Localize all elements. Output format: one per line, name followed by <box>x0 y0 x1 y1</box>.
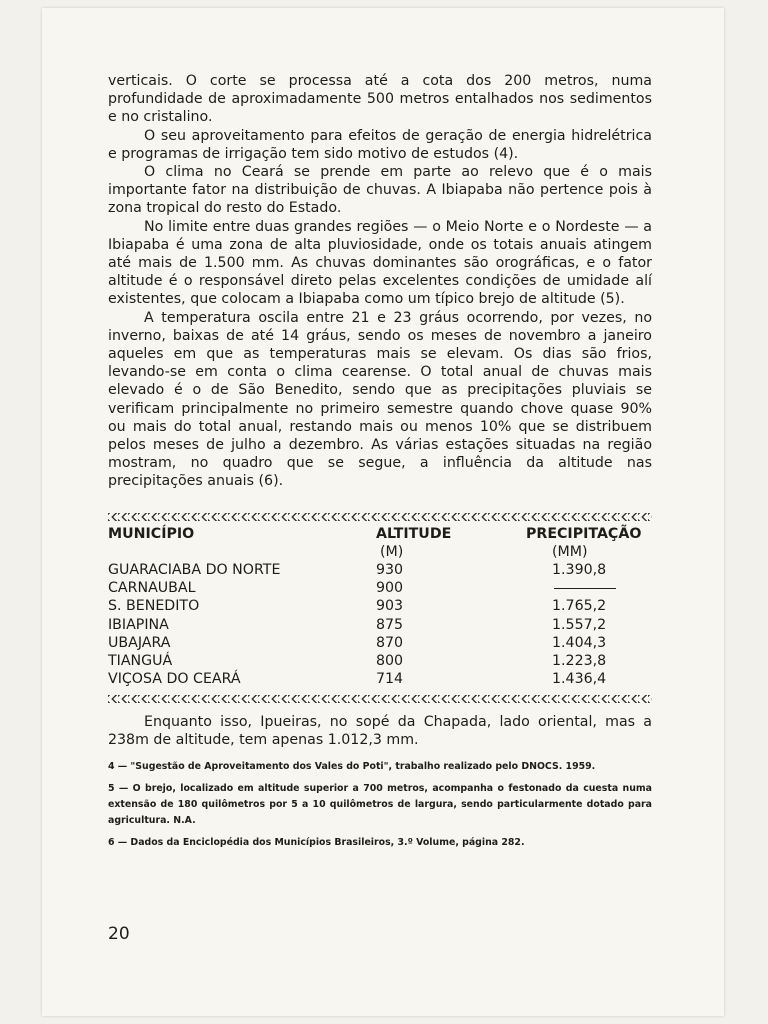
table-row <box>108 616 652 634</box>
paragraph: A temperatura oscila entre 21 e 23 gráus ocorrendo, por vezes, no inverno, baixas de até 14 gráus, sendo os meses de novembro a janeiro aqueles em que as temperaturas mais se elevam. Os dias são frios, levando-se em conta o clima cearense. O total anual de chuvas mais elevado é o de São Benedito, sendo que as precipitações pluviais se verificam principalmente no primeiro semestre quando chove quase 90% ou mais do total anual, restando mais ou menos 10% que se distribuem pelos meses de julho a dezembro. As várias estações situadas na região mostram, no quadro que se segue, a influência da altitude nas precipitações anuais (6). <box>108 309 652 490</box>
cell-precipitacao: 1.557,2 <box>552 616 607 633</box>
paragraph: O seu aproveitamento para efeitos de geração de energia hidrelétrica e programas de irrigação tem sido motivo de estudos (4). <box>108 127 652 162</box>
cell-precipitacao: 1.223,8 <box>552 653 607 670</box>
cell-altitude: 714 <box>376 671 404 688</box>
cell-altitude: 870 <box>376 634 404 651</box>
cell-altitude: 930 <box>376 562 404 579</box>
table-row <box>108 561 652 579</box>
paragraph: No limite entre duas grandes regiões — o Meio Norte e o Nordeste — a Ibiapaba é uma zona de alta pluviosidade, onde os totais anuais atingem até mais de 1.500 mm. As chuvas dominantes são orográficas, e o fator altitude é o responsável direto pelas excelentes condições de umidade alí existentes, que colocam a Ibiapaba como um típico brejo de altitude (5). <box>108 218 652 308</box>
cell-municipio: UBAJARA <box>108 634 171 651</box>
header-municipio: MUNICÍPIO <box>108 525 195 542</box>
body-text-after-table <box>108 713 652 749</box>
altitude-unit: (M) <box>380 543 404 560</box>
cell-municipio: S. BENEDITO <box>108 598 200 615</box>
footnotes <box>108 759 652 851</box>
page-number: 20 <box>108 924 130 944</box>
cell-municipio: CARNAUBAL <box>108 580 196 597</box>
cell-altitude: 875 <box>376 616 404 633</box>
cell-altitude: 800 <box>376 653 404 670</box>
table-bottom-rule <box>108 695 652 703</box>
cell-municipio: TIANGUÁ <box>108 653 173 670</box>
paragraph: verticais. O corte se processa até a cota dos 200 metros, numa profundidade de aproximadamente 500 metros entalhados nos sedimentos e no cristalino. <box>108 73 652 126</box>
no-data-dash <box>554 588 616 589</box>
body-text-top <box>108 72 652 491</box>
rainfall-table <box>108 525 652 689</box>
cell-precipitacao: 1.436,4 <box>552 671 607 688</box>
table-row <box>108 597 652 615</box>
cell-municipio: GUARACIABA DO NORTE <box>108 562 281 579</box>
cell-precipitacao: 1.404,3 <box>552 634 607 651</box>
cell-municipio: VIÇOSA DO CEARÁ <box>108 671 241 688</box>
table-row <box>108 670 652 688</box>
cell-precipitacao: 1.765,2 <box>552 598 607 615</box>
cell-precipitacao: 1.390,8 <box>552 562 607 579</box>
paragraph: Enquanto isso, Ipueiras, no sopé da Chapada, lado oriental, mas a 238m de altitude, tem apenas 1.012,3 mm. <box>108 713 652 748</box>
table-row <box>108 579 652 597</box>
page-content <box>108 72 652 857</box>
cell-precipitacao-empty <box>526 579 652 597</box>
cell-municipio: IBIAPINA <box>108 616 169 633</box>
paragraph: O clima no Ceará se prende em parte ao relevo que é o mais importante fator na distribuição de chuvas. A Ibiapaba não pertence pois à zona tropical do resto do Estado. <box>108 164 652 217</box>
footnote-4: 4 — "Sugestão de Aproveitamento dos Vales do Poti", trabalho realizado pelo DNOCS. 1959. <box>108 760 596 772</box>
footnote-5: 5 — O brejo, localizado em altitude superior a 700 metros, acompanha o festonado da cuesta numa extensão de 180 quilômetros por 5 a 10 quilômetros de largura, sendo particularmente dotado para agricultura. N.A. <box>108 782 652 826</box>
header-precipitacao: PRECIPITAÇÃO (MM) <box>526 525 652 561</box>
header-altitude: ALTITUDE (M) <box>376 525 526 561</box>
cell-altitude: 900 <box>376 580 404 597</box>
footnote-6: 6 — Dados da Enciclopédia dos Municípios Brasileiros, 3.º Volume, página 282. <box>108 836 525 848</box>
table-row <box>108 634 652 652</box>
precipitacao-unit: (MM) <box>552 543 588 560</box>
table-top-rule <box>108 513 652 521</box>
cell-altitude: 903 <box>376 598 404 615</box>
table-row <box>108 652 652 670</box>
table-header-row <box>108 525 652 561</box>
